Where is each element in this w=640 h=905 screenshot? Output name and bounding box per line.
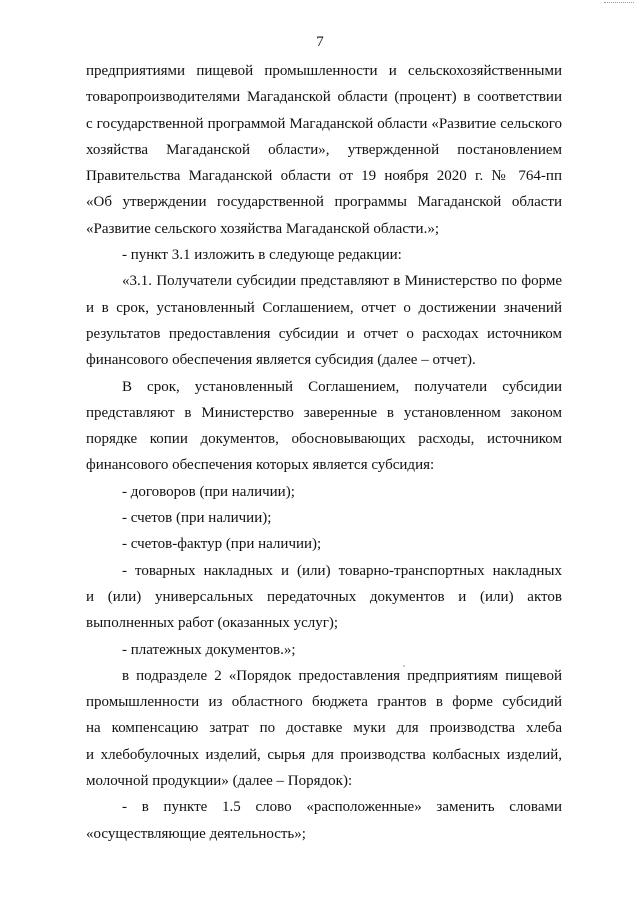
text-line: В срок, установленный Соглашением, получатели субсидии [122,378,562,395]
text-line: промышленности из областного бюджета грантов в форме субсидий [86,694,562,711]
text-line: хозяйства Магаданской области», утвержденной постановлением [86,141,562,158]
scan-speck [403,665,405,667]
text-line: «осуществляющие деятельность»; [86,825,306,842]
text-line: и в срок, установленный Соглашением, отчет о достижении значений [86,299,562,316]
list-item: - товарных накладных и (или) товарно-транспортных накладных [122,562,562,579]
text-line: результатов предоставления субсидии и отчет о расходах источником [86,325,562,342]
text-line: финансового обеспечения является субсидия (далее – отчет). [86,352,476,369]
text-line: предприятиями пищевой промышленности и сельскохозяйственными [86,63,562,79]
page-number: 7 [316,34,324,50]
text-line: выполненных работ (оказанных услуг); [86,615,339,632]
list-item: - счетов-фактур (при наличии); [122,536,322,553]
text-line: и хлебобулочных изделий, сырья для производства колбасных изделий, [86,746,562,763]
text-line: порядке копии документов, обосновывающих расходы, источником [86,431,562,448]
text-line: финансового обеспечения которых является субсидия: [86,457,435,474]
list-item: - платежных документов.»; [122,641,296,658]
text-line: Правительства Магаданской области от 19 ноября 2020 г. № 764-пп [86,168,562,185]
text-line: товаропроизводителями Магаданской области (процент) в соответствии [86,89,562,106]
text-line: - пункт 3.1 изложить в следующе редакции: [122,247,402,264]
text-line: «Об утверждении государственной программы Магаданской области [86,194,562,211]
text-line: на компенсацию затрат по доставке муки для производства хлеба [86,720,562,737]
list-item: - договоров (при наличии); [122,483,295,500]
list-item: - в пункте 1.5 слово «расположенные» заменить словами [122,799,562,816]
text-line: и (или) универсальных передаточных документов и (или) актов [86,588,562,605]
text-line: с государственной программой Магаданской области «Развитие сельского [86,115,562,132]
text-line: представляют в Министерство заверенные в установленном законом [86,404,562,421]
text-line: «Развитие сельского хозяйства Магаданской области.»; [86,220,439,237]
document-body [86,58,562,847]
scan-corner-mark [604,2,634,5]
text-line: молочной продукции» (далее – Порядок): [86,773,353,790]
text-line: в подразделе 2 «Порядок предоставления предприятиям пищевой [122,667,562,684]
list-item: - счетов (при наличии); [122,510,272,527]
text-line: «3.1. Получатели субсидии представляют в Министерство по форме [122,273,562,290]
